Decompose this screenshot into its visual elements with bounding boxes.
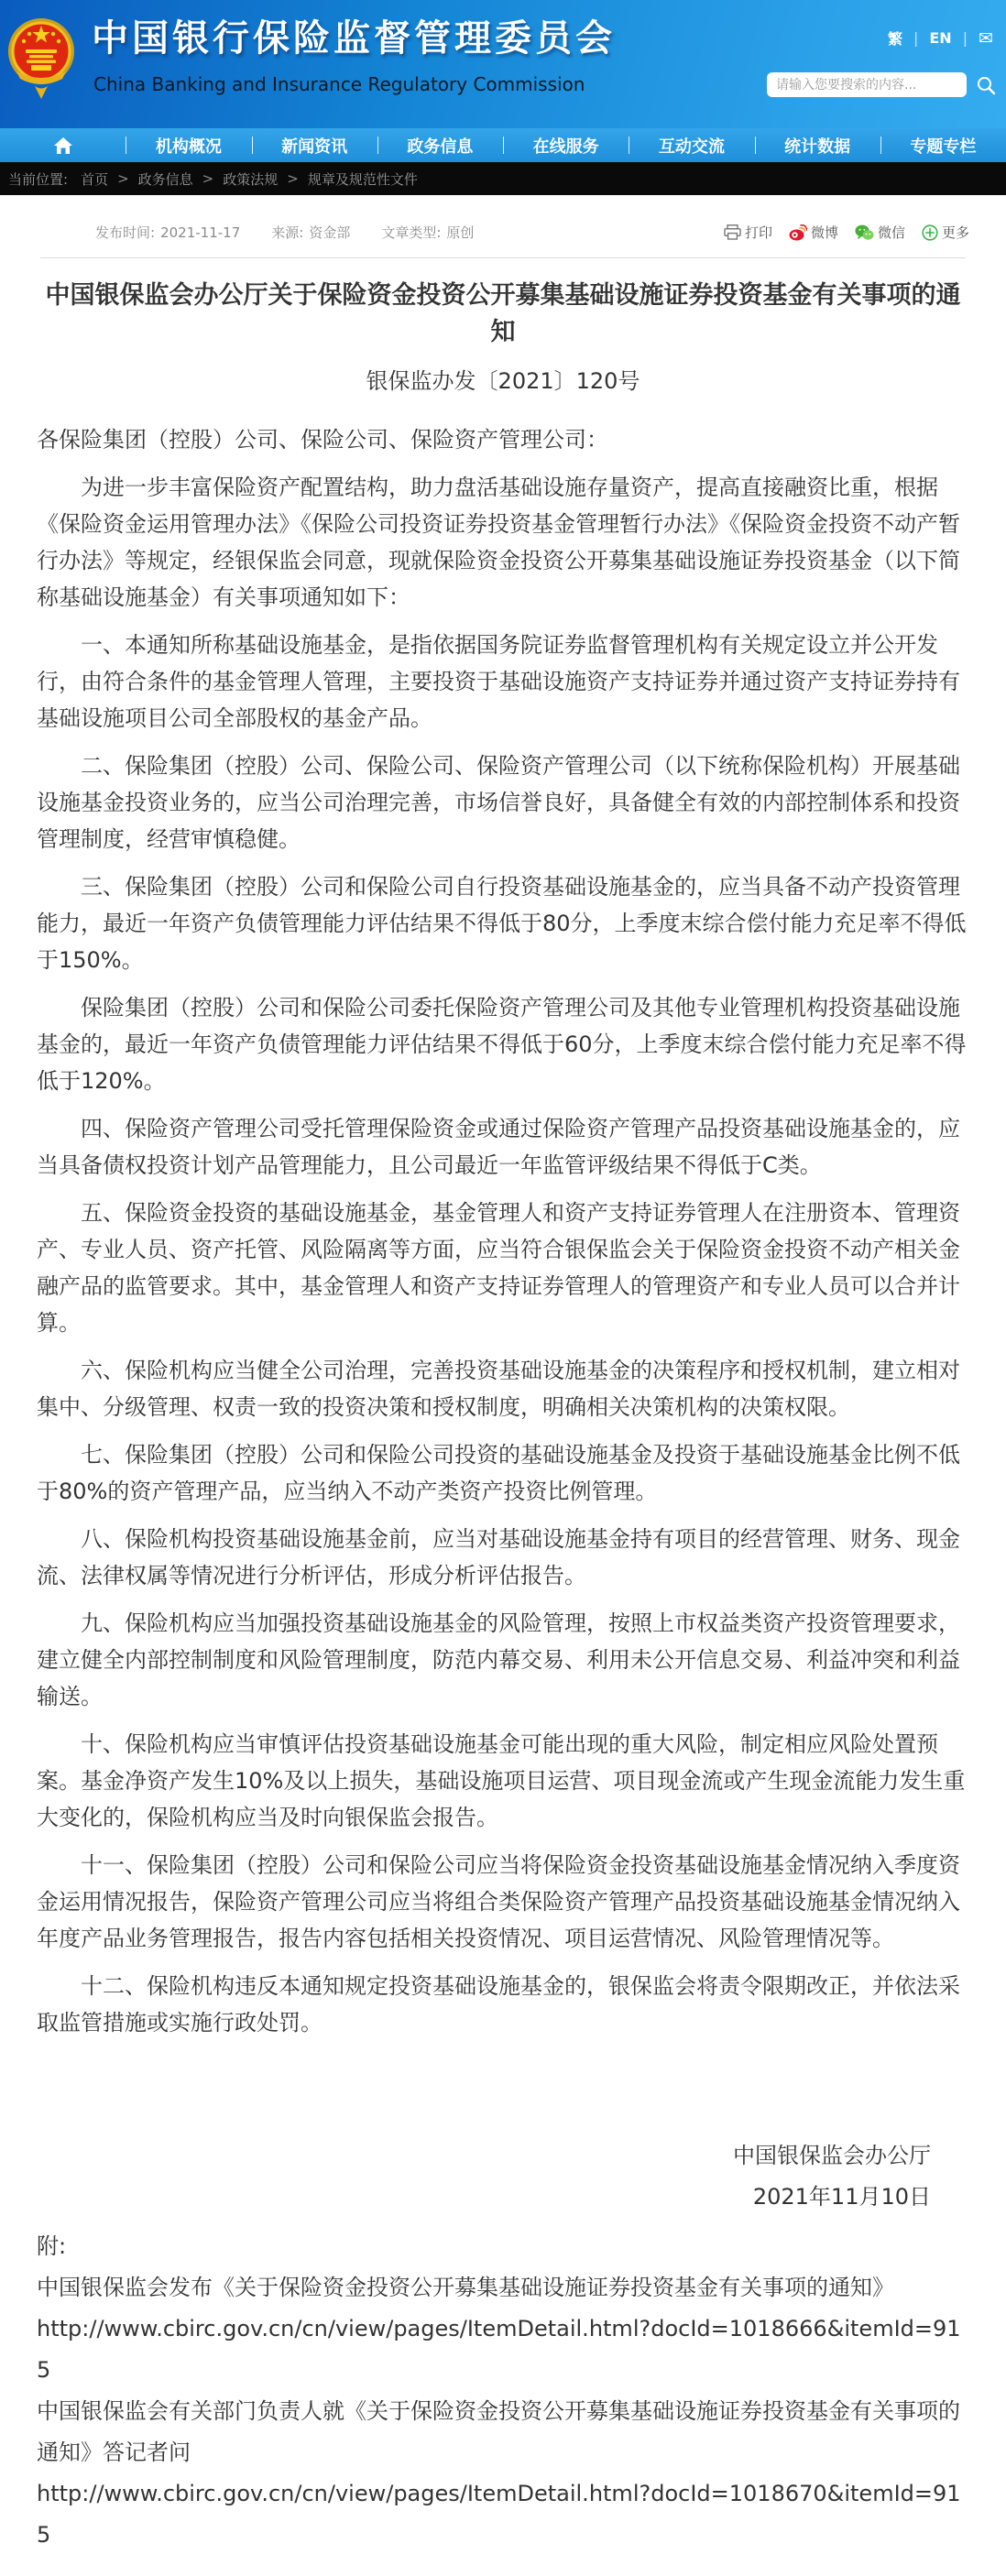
document-title: 中国银保监会办公厅关于保险资金投资公开募集基础设施证券投资基金有关事项的通知: [45, 281, 961, 346]
attachment-title: 中国银保监会有关部门负责人就《关于保险资金投资公开募集基础设施证券投资基金有关事项的通知》答记者问: [37, 2398, 960, 2465]
breadcrumb-label: 政策法规: [223, 170, 279, 188]
paragraph: 三、保险集团（控股）公司和保险公司自行投资基础设施基金的，应当具备不动产投资管理能力，最近一年资产负债管理能力评估结果不得低于80分，上季度末综合偿付能力充足率不得低于150%。: [37, 874, 967, 973]
print-button[interactable]: 打印: [724, 223, 772, 242]
divider: [40, 257, 966, 258]
mail-icon[interactable]: ✉: [979, 27, 993, 49]
attachment-title: 中国银保监会发布《关于保险资金投资公开募集基础设施证券投资基金有关事项的通知》: [37, 2275, 894, 2300]
weibo-share-button[interactable]: 微博: [789, 223, 838, 242]
lang-en-link[interactable]: EN: [929, 29, 952, 47]
national-emblem: [7, 15, 75, 99]
top-links: [888, 27, 993, 49]
nav-item-label: 政务信息: [407, 136, 474, 157]
search-icon[interactable]: [975, 74, 997, 96]
nav-item[interactable]: [126, 128, 251, 162]
signature-date: 2021年11月10日: [752, 2184, 931, 2210]
org-name-cn: 中国银行保险监督管理委员会: [92, 17, 616, 60]
nav-item[interactable]: [755, 128, 880, 162]
more-plus-icon: [922, 224, 938, 241]
salutation: 各保险集团（控股）公司、保险公司、保险资产管理公司：: [37, 427, 608, 453]
paragraph: 四、保险资产管理公司受托管理保险资金或通过保险资产管理产品投资基础设施基金的，应当具备债权投资计划产品管理能力，且公司最近一年监管评级结果不得低于C类。: [37, 1116, 960, 1178]
publish-date: 发布时间: 2021-11-17: [95, 224, 241, 241]
paragraph: 九、保险机构应当加强投资基础设施基金的风险管理，按照上市权益类资产投资管理要求，建立健全内部控制制度和风险管理制度，防范内幕交易、利用未公开信息交易、利益冲突和利益输送。: [37, 1610, 960, 1709]
nav-item[interactable]: [880, 128, 1006, 162]
search-input[interactable]: [767, 72, 967, 97]
paragraph: 十一、保险集团（控股）公司和保险公司应当将保险资金投资基础设施基金情况纳入季度资金运用情况报告，保险资产管理公司应当将组合类保险资产管理产品投资基础设施基金情况纳入年度产品业务管理报告，报告内容包括相关投资情况、项目运营情况、风险管理情况等。: [37, 1852, 960, 1951]
document-number: 银保监办发〔2021〕120号: [366, 368, 640, 394]
document-page: [0, 195, 1006, 2576]
article-type: 文章类型: 原创: [381, 224, 475, 241]
breadcrumb: [0, 162, 1006, 195]
nav-item-label: 新闻资讯: [281, 136, 348, 157]
nav-item-label: 专题专栏: [910, 136, 977, 157]
home-icon: [53, 136, 73, 155]
meta-info: [95, 223, 474, 242]
paragraph: 七、保险集团（控股）公司和保险公司投资的基础设施基金及投资于基础设施基金比例不低于80%的资产管理产品，应当纳入不动产类资产投资比例管理。: [37, 1442, 960, 1504]
paragraph: 保险集团（控股）公司和保险公司委托保险资产管理公司及其他专业管理机构投资基础设施基金的，最近一年资产负债管理能力评估结果不得低于60分，上季度末综合偿付能力充足率不得低于120%。: [37, 995, 967, 1094]
source: 来源: 资金部: [271, 224, 351, 241]
nav-item[interactable]: [629, 128, 754, 162]
printer-icon: [724, 224, 741, 240]
wechat-share-button[interactable]: 微信: [855, 223, 905, 242]
attachment-label: 附:: [37, 2233, 67, 2259]
document-body: [37, 421, 969, 2556]
nav-item[interactable]: [377, 128, 503, 162]
nav-item-label: 互动交流: [658, 136, 725, 157]
breadcrumb-separator: >: [287, 170, 299, 187]
signature-block: [37, 2135, 969, 2218]
breadcrumb-link[interactable]: [278, 169, 418, 189]
search-box: [767, 72, 997, 97]
attachment-item: [37, 2267, 969, 2391]
nav-item-label: 在线服务: [532, 136, 599, 157]
breadcrumb-label: 首页: [81, 170, 109, 188]
share-actions: [724, 223, 969, 242]
separator: |: [913, 29, 919, 47]
paragraph: 五、保险资金投资的基础设施基金，基金管理人和资产支持证券管理人在注册资本、管理资产、专业人员、资产托管、风险隔离等方面，应当符合银保监会关于保险资金投资不动产相关金融产品的监管要求。其中，基金管理人和资产支持证券管理人的管理资产和专业人员可以合并计算。: [37, 1200, 960, 1336]
lang-traditional-link[interactable]: 繁: [887, 30, 902, 48]
breadcrumb-link[interactable]: [108, 169, 193, 189]
paragraph: 八、保险机构投资基础设施基金前，应当对基础设施基金持有项目的经营管理、财务、现金流、法律权属等情况进行分析评估，形成分析评估报告。: [37, 1526, 960, 1588]
site-header: [0, 0, 1006, 128]
breadcrumb-link[interactable]: [81, 169, 108, 189]
wechat-icon: [855, 224, 874, 241]
org-name-en: China Banking and Insurance Regulatory Commission: [93, 73, 585, 95]
paragraph: 为进一步丰富保险资产配置结构，助力盘活基础设施存量资产，提高直接融资比重，根据《保险资金运用管理办法》《保险公司投资证券投资基金管理暂行办法》《保险资金投资不动产暂行办法》等规定，经银保监会同意，现就保险资金投资公开募集基础设施证券投资基金（以下简称基础设施基金）有关事项通知如下：: [37, 475, 960, 610]
breadcrumb-separator: >: [117, 170, 129, 187]
paragraph: 二、保险集团（控股）公司、保险公司、保险资产管理公司（以下统称保险机构）开展基础设施基金投资业务的，应当公司治理完善，市场信誉良好，具备健全有效的内部控制体系和投资管理制度，经营审慎稳健。: [37, 753, 960, 852]
attachment-list: [37, 2267, 969, 2556]
attachment-url[interactable]: http://www.cbirc.gov.cn/cn/view/pages/ItemDetail.html?docId=1018666&itemId=915: [37, 2316, 961, 2383]
weibo-icon: [789, 224, 807, 241]
breadcrumb-prefix: 当前位置:: [8, 170, 69, 188]
attachment-url[interactable]: http://www.cbirc.gov.cn/cn/view/pages/ItemDetail.html?docId=1018670&itemId=915: [37, 2481, 961, 2548]
signature-org: 中国银保监会办公厅: [733, 2143, 931, 2168]
paragraph: 十二、保险机构违反本通知规定投资基础设施基金的，银保监会将责令限期改正，并依法采取监管措施或实施行政处罚。: [37, 1973, 960, 2036]
breadcrumb-link[interactable]: [193, 169, 279, 189]
nav-item-label: 机构概况: [155, 136, 222, 157]
separator: |: [962, 29, 968, 47]
breadcrumb-label: 政务信息: [137, 170, 193, 188]
attachment-item: [37, 2391, 969, 2556]
nav-home[interactable]: [0, 128, 126, 162]
main-nav: [0, 128, 1006, 162]
paragraph: 十、保险机构应当审慎评估投资基础设施基金可能出现的重大风险，制定相应风险处置预案。基金净资产发生10%及以上损失，基础设施项目运营、项目现金流或产生现金流能力发生重大变化的，保险机构应当及时向银保监会报告。: [37, 1731, 966, 1830]
nav-item[interactable]: [503, 128, 629, 162]
meta-row: [37, 223, 969, 242]
paragraphs: [37, 469, 969, 2041]
nav-item[interactable]: [252, 128, 377, 162]
paragraph: 一、本通知所称基础设施基金，是指依据国务院证券监督管理机构有关规定设立并公开发行，由符合条件的基金管理人管理，主要投资于基础设施资产支持证券并通过资产支持证券持有基础设施项目公司全部股权的基金产品。: [37, 632, 960, 731]
nav-item-label: 统计数据: [784, 136, 851, 157]
breadcrumb-label: 规章及规范性文件: [307, 170, 418, 188]
paragraph: 六、保险机构应当健全公司治理，完善投资基础设施基金的决策程序和授权机制，建立相对集中、分级管理、权责一致的投资决策和授权制度，明确相关决策机构的决策权限。: [37, 1358, 960, 1420]
breadcrumb-separator: >: [202, 170, 214, 187]
more-share-button[interactable]: 更多: [922, 223, 969, 242]
